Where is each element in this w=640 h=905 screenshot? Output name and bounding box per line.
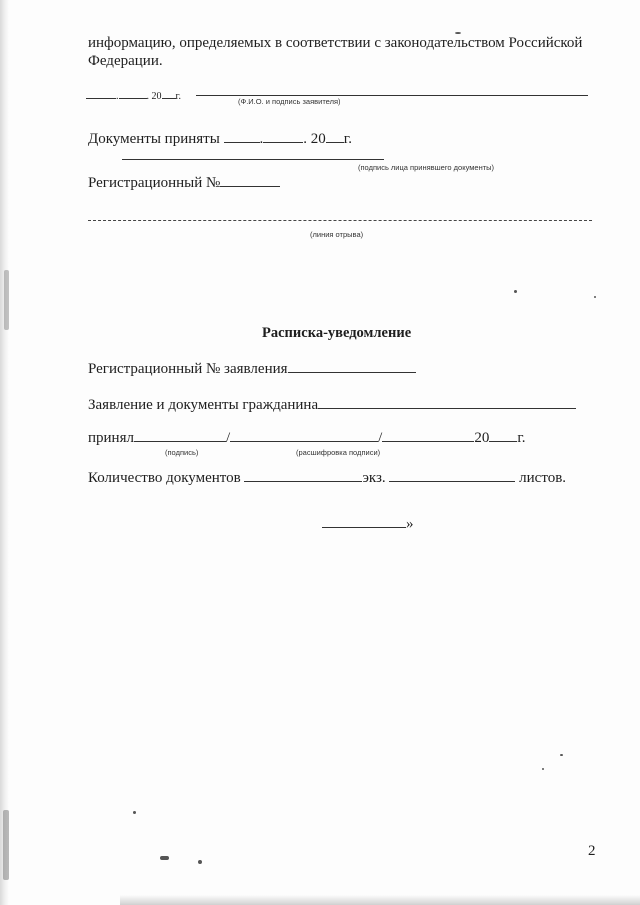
docs-year-prefix: . 20 — [303, 131, 326, 147]
slash-2: / — [378, 430, 383, 446]
date-dot: . — [116, 91, 119, 102]
receipt-citizen-line — [88, 396, 576, 414]
receipt-count-line — [88, 469, 566, 487]
receipt-year-prefix: 20 — [474, 430, 490, 446]
sheets-blank[interactable] — [389, 469, 515, 482]
intro-line-2: Федерации. — [88, 53, 163, 69]
receipt-accepted-label: принял — [88, 430, 134, 446]
scan-speck — [198, 860, 202, 864]
scan-speck — [514, 290, 517, 293]
receipt-reg-label: Регистрационный № заявления — [88, 361, 288, 377]
intro-line-1: информацию, определяемых в соответствии с законодательством Российской — [88, 35, 583, 51]
scan-bottom-edge — [120, 895, 640, 905]
closing-quote: » — [406, 516, 414, 532]
scan-speck — [4, 270, 9, 330]
decoding-caption: (расшифровка подписи) — [296, 448, 381, 457]
cut-line — [88, 220, 592, 221]
year-blank[interactable] — [162, 86, 176, 99]
scan-speck — [160, 856, 169, 860]
docs-received-label: Документы приняты — [88, 131, 220, 147]
receipt-reg-blank[interactable] — [288, 360, 416, 373]
scan-speck — [3, 810, 9, 880]
reg-number-blank[interactable] — [220, 174, 280, 187]
docs-year-suffix: г. — [343, 131, 353, 147]
receipt-signature-blank[interactable] — [134, 429, 226, 442]
docs-day-blank[interactable] — [224, 130, 260, 143]
scan-speck — [133, 811, 136, 814]
applicant-date-line — [86, 86, 181, 102]
docs-received-line — [88, 130, 352, 148]
cut-line-caption: (линия отрыва) — [310, 230, 364, 239]
count-blank[interactable] — [244, 469, 362, 482]
scan-speck — [560, 754, 563, 756]
scan-speck — [455, 32, 461, 34]
applicant-caption: (Ф.И.О. и подпись заявителя) — [238, 97, 341, 106]
sheets-label: листов. — [519, 470, 567, 486]
slash-1: / — [225, 430, 231, 446]
day-blank[interactable] — [86, 86, 116, 99]
receipt-reg-line — [88, 360, 416, 378]
applicant-signature-line[interactable] — [196, 95, 588, 96]
scan-speck — [594, 296, 596, 298]
signature-caption: (подпись) — [165, 448, 199, 457]
scan-speck — [542, 768, 544, 770]
reg-number-line — [88, 174, 280, 192]
count-unit: экз. — [362, 470, 386, 486]
receipt-date-blank[interactable] — [382, 429, 474, 442]
receipt-closing-line — [322, 515, 414, 533]
receiver-caption: (подпись лица принявшего документы) — [358, 163, 495, 172]
year-prefix: . 20 — [146, 91, 162, 102]
receipt-year-blank[interactable] — [489, 429, 517, 442]
reg-number-label: Регистрационный № — [88, 175, 221, 191]
closing-blank[interactable] — [322, 515, 406, 528]
scan-left-edge — [0, 0, 9, 905]
receipt-year-suffix: г. — [517, 430, 526, 446]
receipt-accepted-line — [88, 429, 526, 447]
docs-date-dot: . — [259, 131, 264, 147]
receipt-decoding-blank[interactable] — [230, 429, 378, 442]
year-suffix: г. — [175, 91, 181, 102]
page-number: 2 — [588, 843, 596, 859]
docs-year-blank[interactable] — [326, 130, 344, 143]
count-label: Количество документов — [88, 470, 241, 486]
receipt-citizen-blank[interactable] — [318, 396, 576, 409]
month-blank[interactable] — [119, 86, 147, 99]
receipt-title: Расписка-уведомление — [262, 325, 412, 341]
receiver-signature-line[interactable] — [122, 159, 384, 160]
docs-month-blank[interactable] — [263, 130, 303, 143]
receipt-citizen-label: Заявление и документы гражданина — [88, 397, 319, 413]
